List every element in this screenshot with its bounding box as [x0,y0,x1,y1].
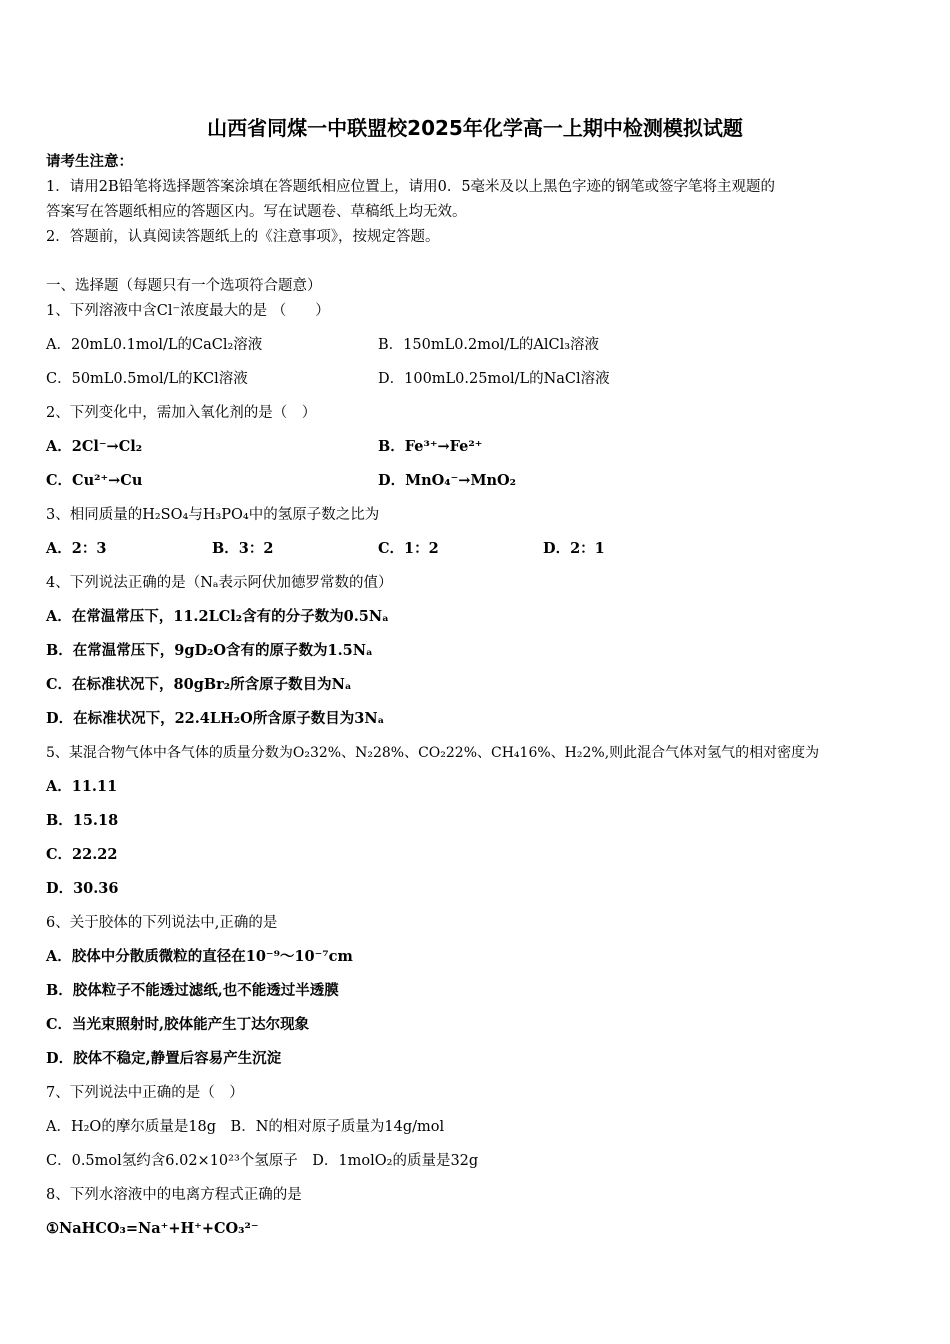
q6-option-c: C．当光束照射时,胶体能产生丁达尔现象 [46,1016,310,1033]
q6-option-a: A．胶体中分散质微粒的直径在10⁻⁹～10⁻⁷cm [46,948,353,965]
q7-stem: 7、下列说法中正确的是（ ） [46,1085,244,1101]
q2-option-b: B．Fe³⁺→Fe²⁺ [378,438,483,455]
q2-option-d: D．MnO₄⁻→MnO₂ [378,472,517,489]
notice-line-1b: 答案写在答题纸相应的答题区内。写在试题卷、草稿纸上均无效。 [46,204,467,220]
q8-stem: 8、下列水溶液中的电离方程式正确的是 [46,1187,302,1203]
q5-option-c: C．22.22 [46,846,118,863]
q4-option-c: C．在标准状况下，80gBr₂所含原子数目为Nₐ [46,676,352,693]
q1-stem: 1、下列溶液中含Cl⁻浓度最大的是 （ ） [46,303,330,319]
q2-option-a: A．2Cl⁻→Cl₂ [46,438,143,455]
q3-option-d: D．2：1 [543,540,605,557]
q1-option-a: A．20mL0.1mol/L的CaCl₂溶液 [46,337,263,353]
notice-heading: 请考生注意： [46,153,133,170]
q3-stem: 3、相同质量的H₂SO₄与H₃PO₄中的氢原子数之比为 [46,507,380,523]
q5-option-a: A．11.11 [46,778,118,795]
q3-option-b: B．3：2 [212,540,274,557]
q1-option-c: C．50mL0.5mol/L的KCl溶液 [46,371,248,387]
q4-stem: 4、下列说法正确的是（Nₐ表示阿伏加德罗常数的值） [46,575,393,591]
q1-option-b: B．150mL0.2mol/L的AlCl₃溶液 [378,337,600,353]
q7-options-ab: A．H₂O的摩尔质量是18g B．N的相对原子质量为14g/mol [46,1119,445,1135]
page-title: 山西省同煤一中联盟校2025年化学高一上期中检测模拟试题 [207,116,743,140]
q3-option-c: C．1：2 [378,540,439,557]
q5-option-b: B．15.18 [46,812,119,829]
notice-line-2: 2．答题前，认真阅读答题纸上的《注意事项》，按规定答题。 [46,229,440,245]
q5-option-d: D．30.36 [46,880,119,897]
q4-option-a: A．在常温常压下，11.2LCl₂含有的分子数为0.5Nₐ [46,608,389,625]
q2-stem: 2、下列变化中，需加入氧化剂的是（ ） [46,405,317,421]
q1-option-d: D．100mL0.25mol/L的NaCl溶液 [378,371,610,387]
q6-option-b: B．胶体粒子不能透过滤纸,也不能透过半透膜 [46,982,339,999]
section-heading: 一、选择题（每题只有一个选项符合题意） [46,278,322,294]
q4-option-b: B．在常温常压下，9gD₂O含有的原子数为1.5Nₐ [46,642,373,659]
q6-stem: 6、关于胶体的下列说法中,正确的是 [46,915,278,931]
notice-line-1a: 1．请用2B铅笔将选择题答案涂填在答题纸相应位置上，请用0．5毫米及以上黑色字迹的钢笔或签字笔将主观题的 [46,179,776,195]
q5-stem: 5、某混合物气体中各气体的质量分数为O₂32%、N₂28%、CO₂22%、CH₄16%、H₂2%,则此混合气体对氢气的相对密度为 [46,745,820,761]
q2-option-c: C．Cu²⁺→Cu [46,472,143,489]
q3-option-a: A．2：3 [46,540,107,557]
q6-option-d: D．胶体不稳定,静置后容易产生沉淀 [46,1050,282,1067]
q7-options-cd: C．0.5mol氢约含6.02×10²³个氢原子 D．1molO₂的质量是32g [46,1153,479,1169]
q8-item-1: ①NaHCO₃=Na⁺+H⁺+CO₃²⁻ [46,1220,259,1237]
q4-option-d: D．在标准状况下，22.4LH₂O所含原子数目为3Nₐ [46,710,385,727]
